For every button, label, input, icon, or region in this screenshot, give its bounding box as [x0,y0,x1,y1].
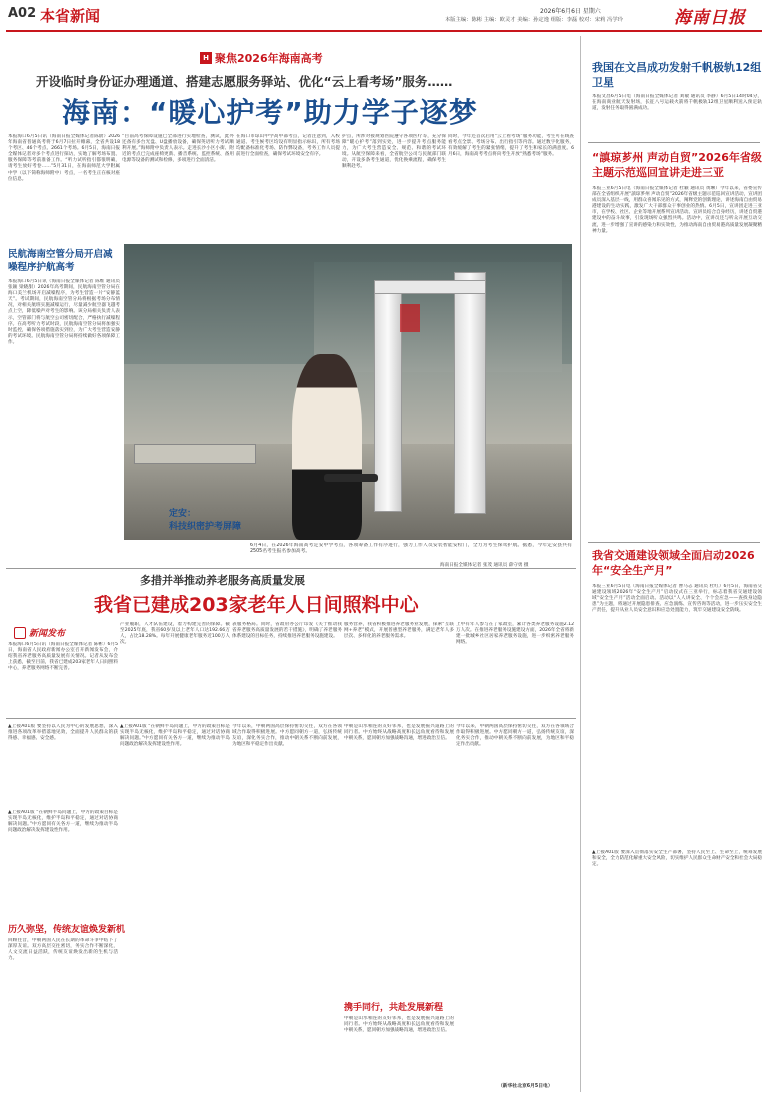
banner-tag-icon: H [200,52,212,64]
section-name: 本省新闻 [40,7,101,25]
bottom-mid-col-b: 今年以来，中朝两国高层保持密切交往，双方在各领域合作取得积极进展。中方愿同朝方一道，弘扬传统友谊，深化务实合作，推动中朝关系不断向前发展，为地区和平稳定作出贡献。 [232,724,342,748]
news-photo [124,244,572,540]
photo-credit: 海南日报全媒体记者 张茂 通讯员 薛守勇 摄 [440,563,529,568]
banner-tag: H 聚焦2026年海南高考 [200,50,323,66]
top-story-col-4: 护点，所涉对接规划医院遵守各项医疗等，充分保障“暖心护考”落到实处，进一步提升考点服务能力，为广大考生营造安全、规范、和谐的考试环境。从航空保障来看，全省航空公司与民航部门联动，开设多条考生通道，优化换乘流程，确保考生顺利赴考。 [342,134,446,170]
top-story-headline: 海南：“暖心护考”助力学子逐梦 [62,96,478,129]
right-story3-title: 我省交通建设领域全面启动2026年“安全生产月” [592,549,755,577]
right-story3-continued: ▲上接A01版 要深入贯彻落实安全生产部署，坚持人民至上、生命至上，统筹发展和安全，全力防范化解重大安全风险，切实维护人民群众生命财产安全和社会大局稳定。 [592,850,762,868]
left-side-headline: 民航海南空管分局开启减噪程序护航高考 [8,249,113,273]
top-story-col-1: 本报海口6月5日讯（海南日报全媒体记者陈蔚）2026年海南省普通高考将于6月7日拉开帷幕，全省共设18个考区、46个考点、2661个考场。6月5日，海南日报全媒体记者对多个考点进行探访，实地了解考场布置、服务保障等考前准备工作。“听力试听指引都很明确，请考生放好考卷……”5月31日，在海南师范大学附属中学（以下简称海师附中）考点，一名考生正在核对座位信息。 [8,134,120,182]
left-side-body: 本报海口6月5日讯（海南日报全媒体记者 陈维 通讯员 张颖 梁晓甜）2026年高考期间，民航海南空管分局在海口美兰机场开启减噪程序，为考生营造一片“安静蓝天”。考试期间，民航海南空管分局将根据考场分布情况，对相关航班实施减噪运行，尽量减少航空器飞越考点上空，降低噪声对考生的影响。该分局相关负责人表示，空管部门将与航空公司密切配合，严格执行减噪程序。在高考听力考试时段，民航海南空管分局将加强实时监控，确保各项措施落实到位，为广大考生营造安静的考试环境。民航海南空管分局将持续做好各项保障工作。 [8,279,120,345]
page-label: A02 [8,6,37,21]
bottom-story-intro: 本报海口6月5日讯（海南日报全媒体记者 陈彬）6月5日，海南省人民政府新闻办公室召开新闻发布会，介绍我省养老服务高质量发展有关情况。记者从发布会上获悉，截至目前，我省已建成203家老年人日间照料中心，养老服务网络不断完善。 [8,642,118,672]
section-title-together: 携手同行，共赴发展新程 [344,1003,444,1013]
bottom-mid-col-c: 中朝是山水相连的友好邻邦，也是发展振兴道路上的同行者。中方始终从战略高度和长远角度看待和发展中朝关系，愿同朝方加强战略沟通，增进政治互信。 [344,724,454,742]
news-release-icon [14,627,26,639]
continued-from-a01-1: ▲上接A01版 要坚持以人民为中心的发展思想，深入推进各项改革举措落地见效，全面提升人民群众的获得感、幸福感、安全感。 [8,724,118,742]
masthead-rule [6,30,762,32]
end-note: （新华社北京6月5日电） [498,1084,553,1089]
bottom-story-kicker: 多措并举推动养老服务高质量发展 [140,574,305,587]
bottom-story-col-5: 上中有年人参与在了家政室，累计各类养老服务设施2.12万人次。在推进养老服务设施建设方面，2026年全省将新建一批城乡社区居家养老服务设施，进一步织密养老服务网络。 [456,622,574,646]
newspaper-logo: 海南日报 [674,8,746,28]
bottom-story-col-3: 表服务格局。同时，省政府办公厅印发《关于推动我省养老服务高质量发展的若干措施》，明确了养老服务体系建设的目标任务，持续推进养老服务设施建设。 [232,622,342,640]
top-story-col-2: “目前高考保障设施已全部进行实地检查，测试，此外还备有多台光盘、U盘播放设备，确保英语听力考试顺利开展。”海师附中负责人表示。走进长沙小区小街、附近的考点已完成座椅更新、播音系统、监控系统、备用电源等设备的测试和检修，多项进行全面清洁。 [122,134,234,164]
photo-caption: 6月4日，在2026年海南高考定安中学考点，各项筹备工作有序进行，强力工作人员安装智能安检门，全力为考生保驾护航。据悉，今年定安县共有2505名考生报名参加高考。 [250,543,572,555]
staff-person [292,354,362,540]
staff-line: 本版主编：陈彬 主编：欧灵才 美编：孙定逸 组版：李磊 校对：宋莉 冯学玲 [445,17,623,23]
section-title-friendship: 历久弥坚，传统友谊焕发新机 [8,925,126,935]
section-friendship-body: 回顾往昔，中朝两国人民在长期的革命斗争中结下了深厚友谊。双方高层交往密切，务实合作不断深化，人文交流日益活跃，传统友谊焕发出新的生机与活力。 [8,938,118,962]
bottom-story-col-4: 服务营养，我省积极推进养老服务业发展，探索“互联网+养老”模式，开展普惠型养老服务，满足老年人多层次、多样化的养老服务需求。 [344,622,454,640]
top-story-col-5: 同时，今年还首次启用“云上看考场”服务功能，考生可在线查看考点全景、考场分布、出行指引等内容。通过数字化服务，有效缓解了考生的紧张情绪，提升了考生和家长的满意度。6月6日，海南高考考点将向考生开放“熟悉考场”服务。 [448,134,574,158]
right-column-divider [580,36,581,1092]
security-gate-left [374,280,402,512]
issue-date: 2026年6月6日 星期六 [540,8,601,15]
right-story2-title: “謓琼芗州 声动自贸”2026年省级主题示范巡回宣讲走进三亚 [592,151,762,179]
bottom-mid-col-a: ▲上接A01版 “在朝鲜半岛问题上，中方的政策目标是实现半岛无核化，维护半岛和平稳定，通过对话协商解决问题。”中方愿同有关各方一道，继续为推动半岛问题政治解决发挥建设性作用。 [120,724,230,748]
top-story-kicker: 开设临时身份证办理通道、搭建志愿服务驿站、优化“云上看考场”服务…… [36,74,453,89]
right-story2-body: 本报三亚6月5日电（海南日报全媒体记者 杜颖 通讯员 黄琳）今年以来，省委宣传部在全省组织开展“謓琼芗州 声动自贸”2026年省级主题示范巡回宣讲活动，宣讲团成员深入基层一线，用群众喜闻乐见的方式，阐释党的创新理论，讲述海南自由贸易港建设的生动实践，激发广大干部群众干事创业的热情。6月5日，宣讲团走进三亚市，在学校、社区、企业等地开展系列宣讲活动。宣讲员结合自身经历，讲述自贸港建设中的奋斗故事，引发现场听众强烈共鸣。活动中，宣讲员还与听众开展互动交流，进一步增强了宣讲的感染力和实效性，为推动海南自由贸易港高质量发展凝聚精神力量。 [592,186,762,234]
bottom-mid-col-d: 今年以来，中朝两国高层保持密切交往，双方在各领域合作取得积极进展。中方愿同朝方一道，弘扬传统友谊，深化务实合作，推动中朝关系不断向前发展，为地区和平稳定作出贡献。 [456,724,574,748]
bottom-mid-col-c2: 中朝是山水相连的友好邻邦，也是发展振兴道路上的同行者。中方始终从战略高度和长远角度看待和发展中朝关系，愿同朝方加强战略沟通，增进政治互信。 [344,1016,454,1034]
top-story-col-3: 在海口市琼山中学高中部考点，记者注意到，入校通道、考生候考区均设有明显指示标识，所有考场均配备标准化考场、防作弊设备，考务工作人员提前进行全面检查，确保考试环境安全有序。 [236,134,340,158]
bottom-story-headline: 我省已建成203家老年人日间照料中心 [94,594,419,616]
right-story1-body: 本报文昌6月5日电（海南日报全媒体记者 刘敏 通讯员 李静）6月5日14时04分，在海南商业航天发射场，长征八号运载火箭将千帆极轨12组卫星顺利送入预定轨道，发射任务取得圆满成功。 [592,94,762,112]
right-story1-title: 我国在文昌成功发射千帆极轨12组卫星 [592,61,762,89]
security-gate-right [454,272,486,514]
bottom-story-col-2: 产业履职，人才队伍建设，着力构建完善的保障。截至2025年底，我省60岁及以上老年人口达192.66万人，占比18.28%。每年开展健康老年服务近100万人次。 [120,622,230,646]
right-story3-body: 本报三亚6月5日电（海南日报全媒体记者 曹马志 通讯员 杜红）6月5日，海南省交通建设领域2026年“安全生产月”启动仪式在三亚举行，标志着我省交通建设领域“安全生产月”活动全面启动。活动以“人人讲安全、个个会应急——查找身边隐患”为主题，将通过开展隐患排查、应急演练、宣传咨询等活动，进一步压实安全生产责任，提升从业人员安全意识和应急处置能力，筑牢交通建设安全防线。 [592,584,762,614]
photo-overlay-title: 定安： 科技织密护考屏障 [169,509,242,532]
news-release-label: 新闻发布 [14,626,65,639]
continued-from-a01-2: ▲上接A01版 “在朝鲜半岛问题上，中方的政策目标是实现半岛无核化，维护半岛和平稳定，通过对话协商解决问题。”中方愿同有关各方一道，继续为推动半岛问题政治解决发挥建设性作用。 [8,810,118,834]
masthead [0,0,768,34]
